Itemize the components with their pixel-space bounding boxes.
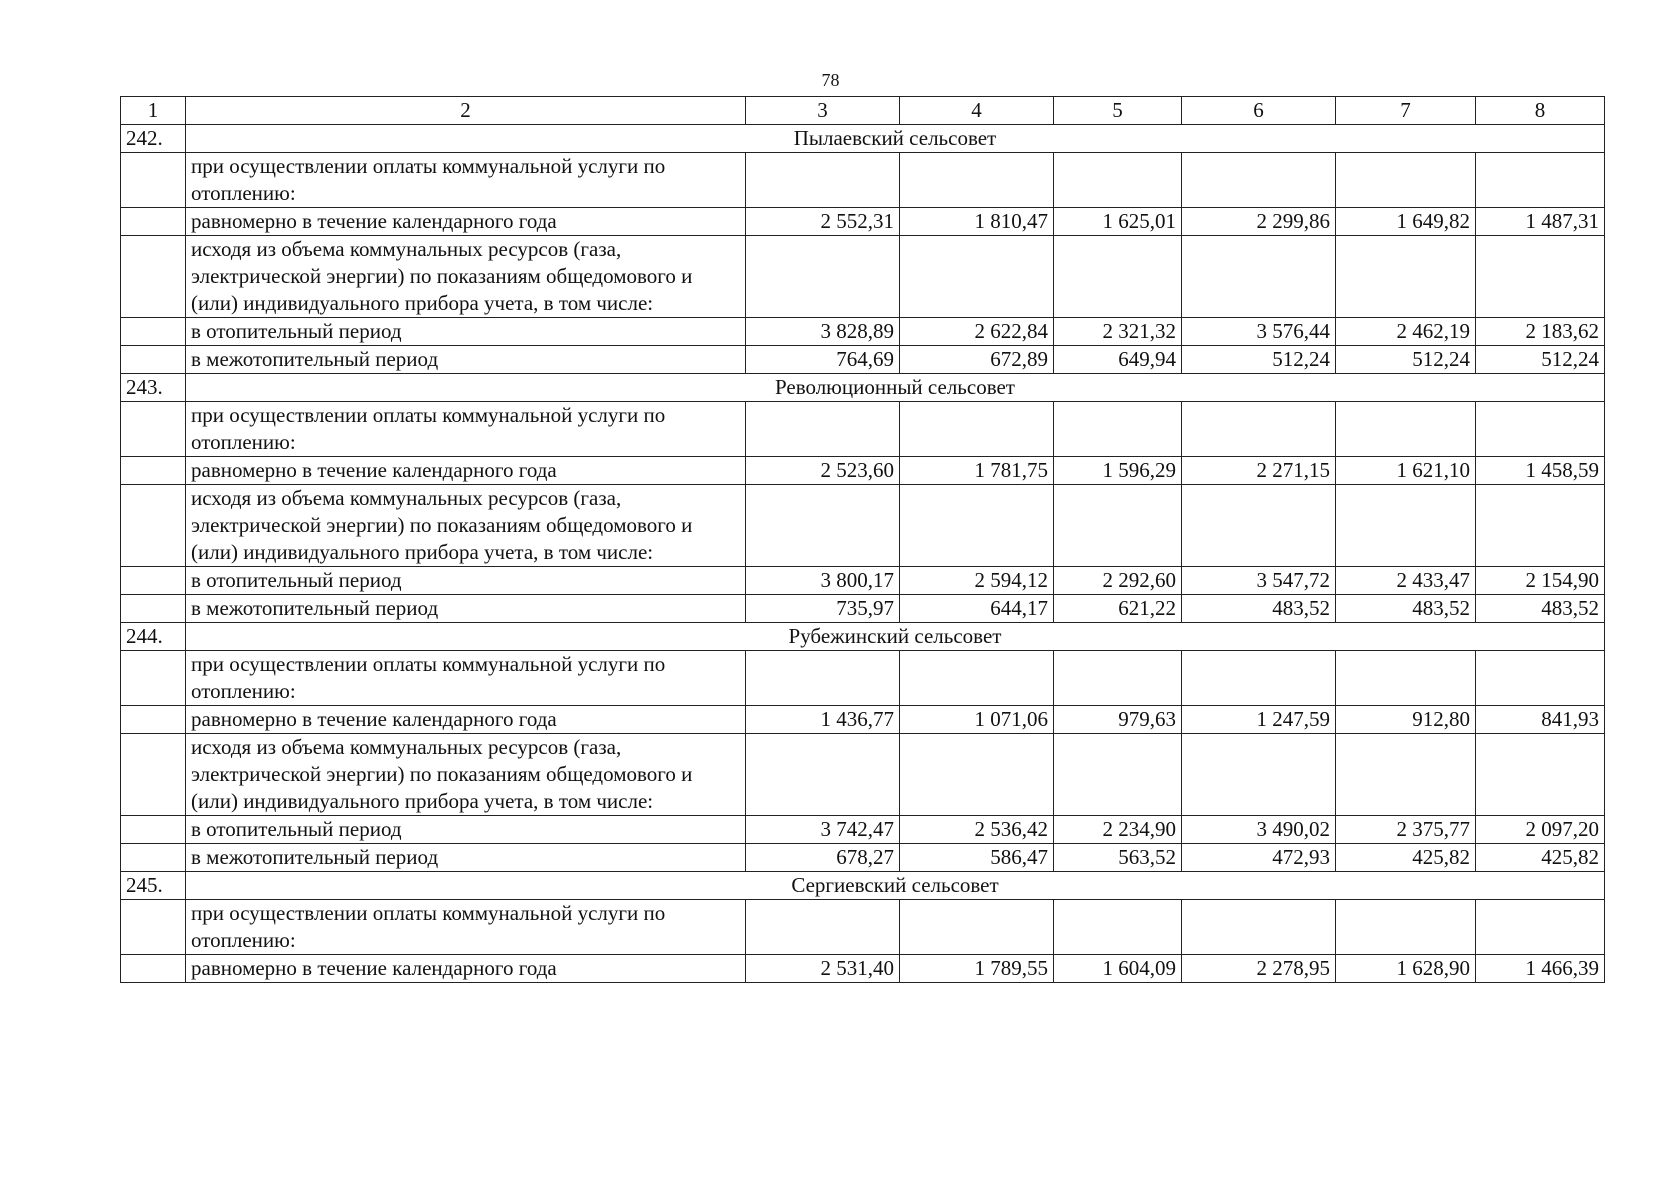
- value-cell: [1182, 900, 1336, 955]
- value-cell: 2 536,42: [900, 816, 1054, 844]
- empty-number-cell: [121, 900, 186, 955]
- value-cell: [1182, 402, 1336, 457]
- table-row: [121, 595, 1605, 623]
- section-number: 243.: [121, 374, 186, 402]
- value-cell: 678,27: [746, 844, 900, 872]
- row-label: при осуществлении оплаты коммунальной услуги по отоплению:: [186, 900, 746, 955]
- value-cell: 979,63: [1054, 706, 1182, 734]
- empty-number-cell: [121, 236, 186, 318]
- value-cell: [1054, 485, 1182, 567]
- empty-number-cell: [121, 402, 186, 457]
- row-label: равномерно в течение календарного года: [186, 706, 746, 734]
- value-cell: [1054, 153, 1182, 208]
- value-cell: [1182, 485, 1336, 567]
- value-cell: 764,69: [746, 346, 900, 374]
- empty-number-cell: [121, 457, 186, 485]
- table-row: [121, 955, 1605, 983]
- column-number: 2: [186, 97, 746, 125]
- empty-number-cell: [121, 485, 186, 567]
- value-cell: [1054, 402, 1182, 457]
- value-cell: 586,47: [900, 844, 1054, 872]
- value-cell: 1 071,06: [900, 706, 1054, 734]
- value-cell: [1476, 153, 1605, 208]
- empty-number-cell: [121, 844, 186, 872]
- table-row: [121, 208, 1605, 236]
- value-cell: [900, 236, 1054, 318]
- value-cell: 3 742,47: [746, 816, 900, 844]
- column-number-header: [121, 97, 1605, 125]
- row-label: в отопительный период: [186, 816, 746, 844]
- row-label: в межотопительный период: [186, 346, 746, 374]
- value-cell: [1054, 734, 1182, 816]
- value-cell: 1 621,10: [1336, 457, 1476, 485]
- value-cell: [1336, 236, 1476, 318]
- column-number: 8: [1476, 97, 1605, 125]
- value-cell: 1 810,47: [900, 208, 1054, 236]
- value-cell: 2 552,31: [746, 208, 900, 236]
- section-name: Пылаевский сельсовет: [186, 125, 1605, 153]
- value-cell: 2 375,77: [1336, 816, 1476, 844]
- value-cell: [1476, 402, 1605, 457]
- value-cell: 2 622,84: [900, 318, 1054, 346]
- value-cell: [900, 153, 1054, 208]
- value-cell: 672,89: [900, 346, 1054, 374]
- section-name: Рубежинский сельсовет: [186, 623, 1605, 651]
- section-number: 242.: [121, 125, 186, 153]
- row-label: исходя из объема коммунальных ресурсов (газа, электрической энергии) по показаниям общедомового и (или) индивидуального прибора учета, в том числе:: [186, 734, 746, 816]
- value-cell: [1054, 651, 1182, 706]
- value-cell: [1476, 651, 1605, 706]
- value-cell: 621,22: [1054, 595, 1182, 623]
- value-cell: [746, 900, 900, 955]
- value-cell: [1476, 900, 1605, 955]
- table-row: [121, 457, 1605, 485]
- row-label: равномерно в течение календарного года: [186, 955, 746, 983]
- value-cell: [746, 236, 900, 318]
- table-row: [121, 567, 1605, 595]
- section-header-row: [121, 125, 1605, 153]
- table-row: [121, 844, 1605, 872]
- empty-number-cell: [121, 651, 186, 706]
- table-row: [121, 402, 1605, 457]
- section-header-row: [121, 374, 1605, 402]
- value-cell: 483,52: [1182, 595, 1336, 623]
- row-label: в межотопительный период: [186, 844, 746, 872]
- value-cell: 2 433,47: [1336, 567, 1476, 595]
- value-cell: 563,52: [1054, 844, 1182, 872]
- empty-number-cell: [121, 734, 186, 816]
- value-cell: 2 097,20: [1476, 816, 1605, 844]
- table-row: [121, 318, 1605, 346]
- value-cell: 3 547,72: [1182, 567, 1336, 595]
- row-label: исходя из объема коммунальных ресурсов (газа, электрической энергии) по показаниям общедомового и (или) индивидуального прибора учета, в том числе:: [186, 236, 746, 318]
- value-cell: [1182, 651, 1336, 706]
- value-cell: [1336, 651, 1476, 706]
- value-cell: 841,93: [1476, 706, 1605, 734]
- value-cell: [1476, 734, 1605, 816]
- value-cell: 2 299,86: [1182, 208, 1336, 236]
- value-cell: 2 594,12: [900, 567, 1054, 595]
- value-cell: [1054, 236, 1182, 318]
- value-cell: [1476, 485, 1605, 567]
- section-header-row: [121, 623, 1605, 651]
- value-cell: [1336, 402, 1476, 457]
- value-cell: 2 183,62: [1476, 318, 1605, 346]
- row-label: равномерно в течение календарного года: [186, 208, 746, 236]
- value-cell: [900, 485, 1054, 567]
- value-cell: 2 321,32: [1054, 318, 1182, 346]
- value-cell: 483,52: [1336, 595, 1476, 623]
- column-number: 3: [746, 97, 900, 125]
- section-header-row: [121, 872, 1605, 900]
- value-cell: 3 800,17: [746, 567, 900, 595]
- value-cell: [746, 485, 900, 567]
- row-label: в отопительный период: [186, 567, 746, 595]
- value-cell: 1 436,77: [746, 706, 900, 734]
- value-cell: [746, 734, 900, 816]
- value-cell: [900, 651, 1054, 706]
- table-row: [121, 651, 1605, 706]
- section-number: 244.: [121, 623, 186, 651]
- value-cell: [746, 153, 900, 208]
- value-cell: 472,93: [1182, 844, 1336, 872]
- value-cell: 2 271,15: [1182, 457, 1336, 485]
- value-cell: 1 466,39: [1476, 955, 1605, 983]
- value-cell: 1 649,82: [1336, 208, 1476, 236]
- table-row: [121, 900, 1605, 955]
- value-cell: 2 154,90: [1476, 567, 1605, 595]
- value-cell: [746, 402, 900, 457]
- row-label: при осуществлении оплаты коммунальной услуги по отоплению:: [186, 651, 746, 706]
- empty-number-cell: [121, 816, 186, 844]
- value-cell: [1182, 153, 1336, 208]
- value-cell: 1 596,29: [1054, 457, 1182, 485]
- value-cell: [746, 651, 900, 706]
- empty-number-cell: [121, 706, 186, 734]
- value-cell: 3 576,44: [1182, 318, 1336, 346]
- value-cell: [1336, 900, 1476, 955]
- value-cell: [900, 402, 1054, 457]
- row-label: при осуществлении оплаты коммунальной услуги по отоплению:: [186, 153, 746, 208]
- value-cell: [1054, 900, 1182, 955]
- column-number: 7: [1336, 97, 1476, 125]
- table-body: [121, 97, 1605, 983]
- row-label: при осуществлении оплаты коммунальной услуги по отоплению:: [186, 402, 746, 457]
- column-number: 1: [121, 97, 186, 125]
- value-cell: 1 781,75: [900, 457, 1054, 485]
- table-row: [121, 346, 1605, 374]
- empty-number-cell: [121, 595, 186, 623]
- table-row: [121, 485, 1605, 567]
- value-cell: 512,24: [1336, 346, 1476, 374]
- column-number: 6: [1182, 97, 1336, 125]
- value-cell: 1 628,90: [1336, 955, 1476, 983]
- value-cell: [1476, 236, 1605, 318]
- value-cell: [900, 900, 1054, 955]
- empty-number-cell: [121, 153, 186, 208]
- value-cell: 2 462,19: [1336, 318, 1476, 346]
- value-cell: 425,82: [1476, 844, 1605, 872]
- tariff-table: [120, 96, 1605, 983]
- section-name: Сергиевский сельсовет: [186, 872, 1605, 900]
- value-cell: 1 487,31: [1476, 208, 1605, 236]
- column-number: 4: [900, 97, 1054, 125]
- row-label: равномерно в течение календарного года: [186, 457, 746, 485]
- value-cell: 2 523,60: [746, 457, 900, 485]
- page-number: 78: [821, 70, 840, 90]
- empty-number-cell: [121, 346, 186, 374]
- value-cell: 512,24: [1476, 346, 1605, 374]
- table-row: [121, 734, 1605, 816]
- value-cell: [900, 734, 1054, 816]
- value-cell: 1 625,01: [1054, 208, 1182, 236]
- value-cell: 2 234,90: [1054, 816, 1182, 844]
- section-number: 245.: [121, 872, 186, 900]
- table-row: [121, 706, 1605, 734]
- value-cell: 3 490,02: [1182, 816, 1336, 844]
- section-name: Революционный сельсовет: [186, 374, 1605, 402]
- row-label: исходя из объема коммунальных ресурсов (газа, электрической энергии) по показаниям общедомового и (или) индивидуального прибора учета, в том числе:: [186, 485, 746, 567]
- value-cell: 1 604,09: [1054, 955, 1182, 983]
- value-cell: 2 278,95: [1182, 955, 1336, 983]
- value-cell: [1336, 485, 1476, 567]
- value-cell: 512,24: [1182, 346, 1336, 374]
- value-cell: 3 828,89: [746, 318, 900, 346]
- empty-number-cell: [121, 318, 186, 346]
- value-cell: 483,52: [1476, 595, 1605, 623]
- value-cell: 2 531,40: [746, 955, 900, 983]
- empty-number-cell: [121, 208, 186, 236]
- value-cell: 1 458,59: [1476, 457, 1605, 485]
- value-cell: 1 247,59: [1182, 706, 1336, 734]
- table-row: [121, 816, 1605, 844]
- value-cell: 912,80: [1336, 706, 1476, 734]
- row-label: в отопительный период: [186, 318, 746, 346]
- value-cell: [1182, 236, 1336, 318]
- value-cell: [1336, 153, 1476, 208]
- value-cell: 2 292,60: [1054, 567, 1182, 595]
- column-number: 5: [1054, 97, 1182, 125]
- value-cell: [1182, 734, 1336, 816]
- value-cell: [1336, 734, 1476, 816]
- empty-number-cell: [121, 567, 186, 595]
- value-cell: 644,17: [900, 595, 1054, 623]
- row-label: в межотопительный период: [186, 595, 746, 623]
- table-row: [121, 153, 1605, 208]
- value-cell: 735,97: [746, 595, 900, 623]
- value-cell: 649,94: [1054, 346, 1182, 374]
- value-cell: 425,82: [1336, 844, 1476, 872]
- value-cell: 1 789,55: [900, 955, 1054, 983]
- empty-number-cell: [121, 955, 186, 983]
- table-row: [121, 236, 1605, 318]
